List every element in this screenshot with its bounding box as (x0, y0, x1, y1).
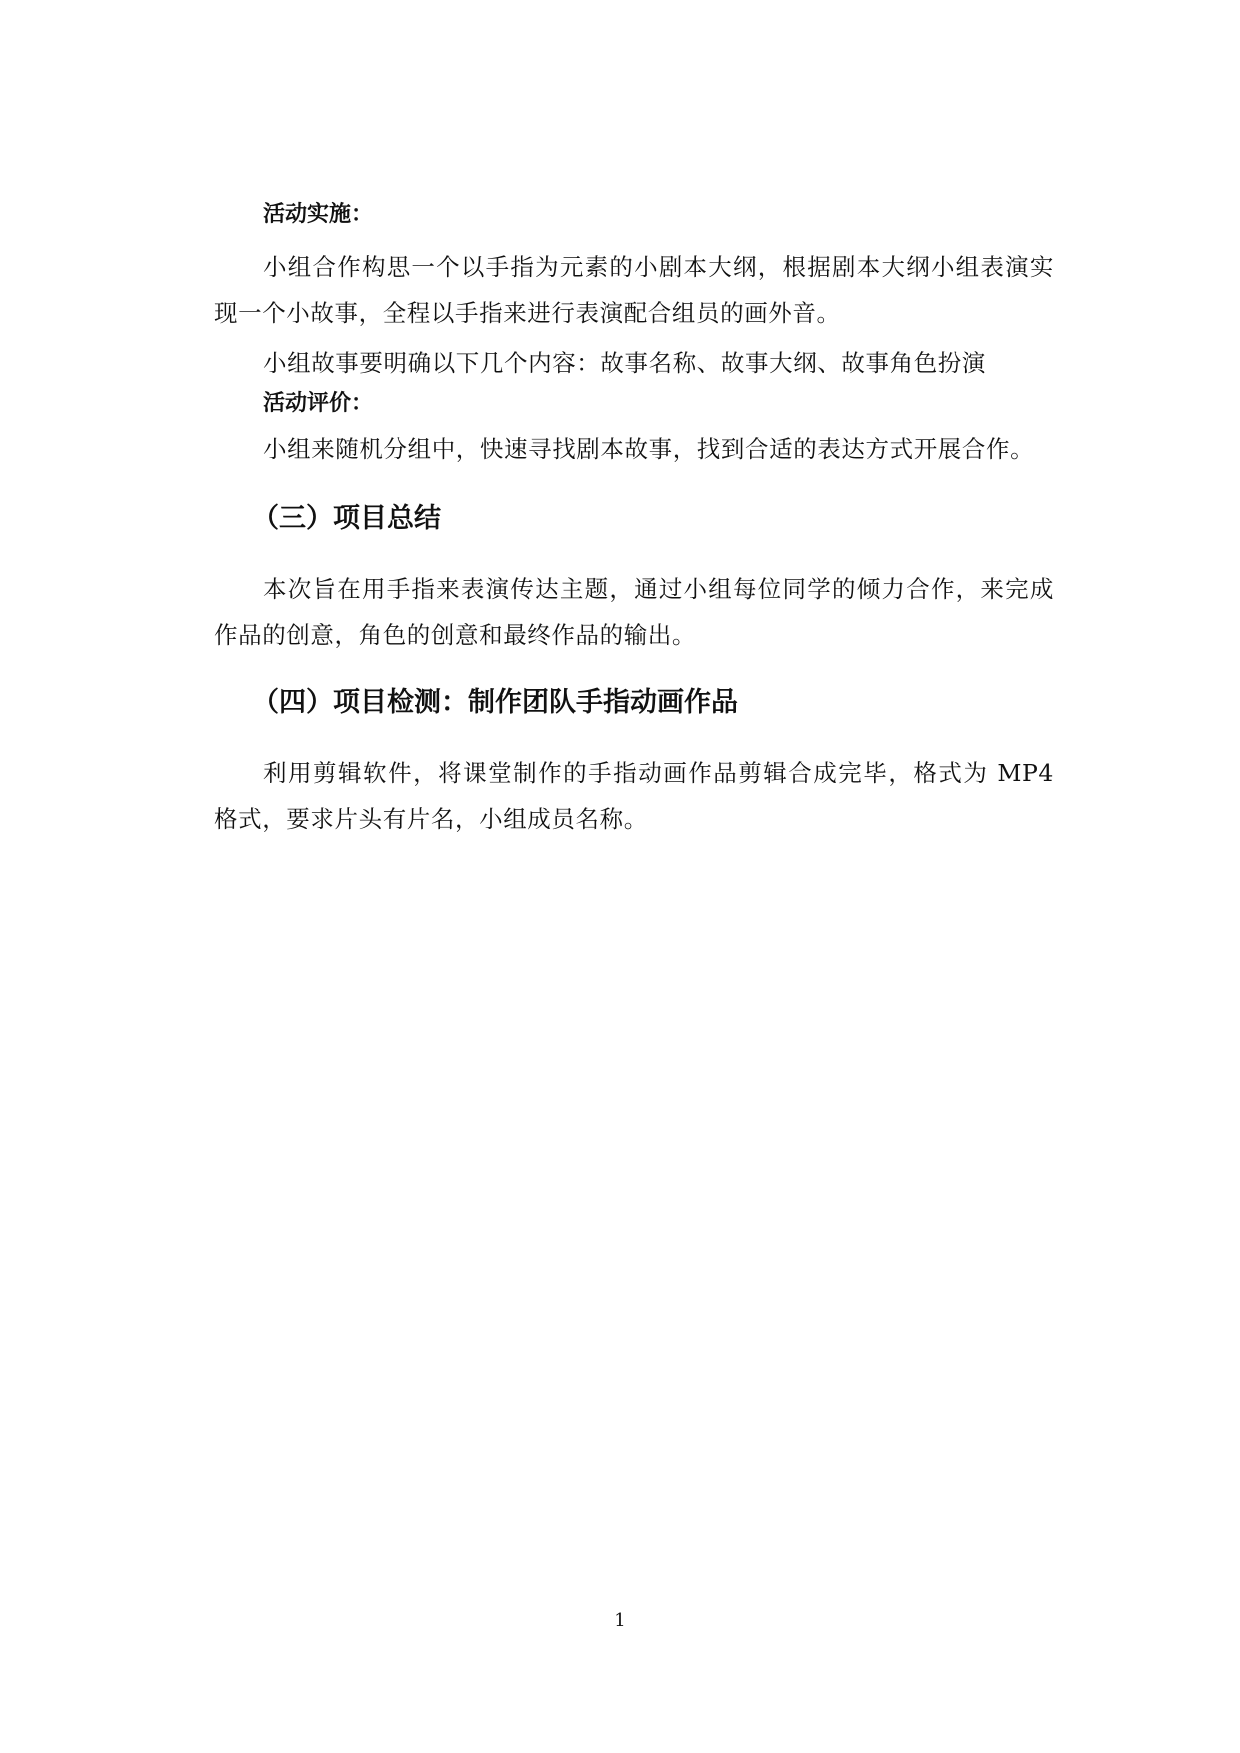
activity-implementation-label: 活动实施： (263, 202, 374, 227)
page-content (214, 203, 1054, 846)
section-4-paragraph: 利用剪辑软件，将课堂制作的手指动画作品剪辑合成完毕，格式为 MP4 格式，要求片头有片名，小组成员名称。 (214, 759, 1054, 833)
page-number: 1 (614, 1610, 626, 1631)
activity-evaluation-paragraph: 小组来随机分组中，快速寻找剧本故事，找到合适的表达方式开展合作。 (263, 435, 1035, 463)
section-4-title: （四）项目检测：制作团队手指动画作品 (252, 687, 738, 718)
section-3-title: （三）项目总结 (252, 503, 441, 534)
activity-evaluation-label: 活动评价： (263, 391, 374, 416)
section-3-paragraph: 本次旨在用手指来表演传达主题，通过小组每位同学的倾力合作，来完成作品的创意，角色的创意和最终作品的输出。 (214, 575, 1054, 649)
activity-implementation-paragraph: 小组合作构思一个以手指为元素的小剧本大纲，根据剧本大纲小组表演实现一个小故事，全程以手指来进行表演配合组员的画外音。 (214, 253, 1054, 327)
story-requirements-paragraph: 小组故事要明确以下几个内容：故事名称、故事大纲、故事角色扮演 (263, 349, 986, 377)
